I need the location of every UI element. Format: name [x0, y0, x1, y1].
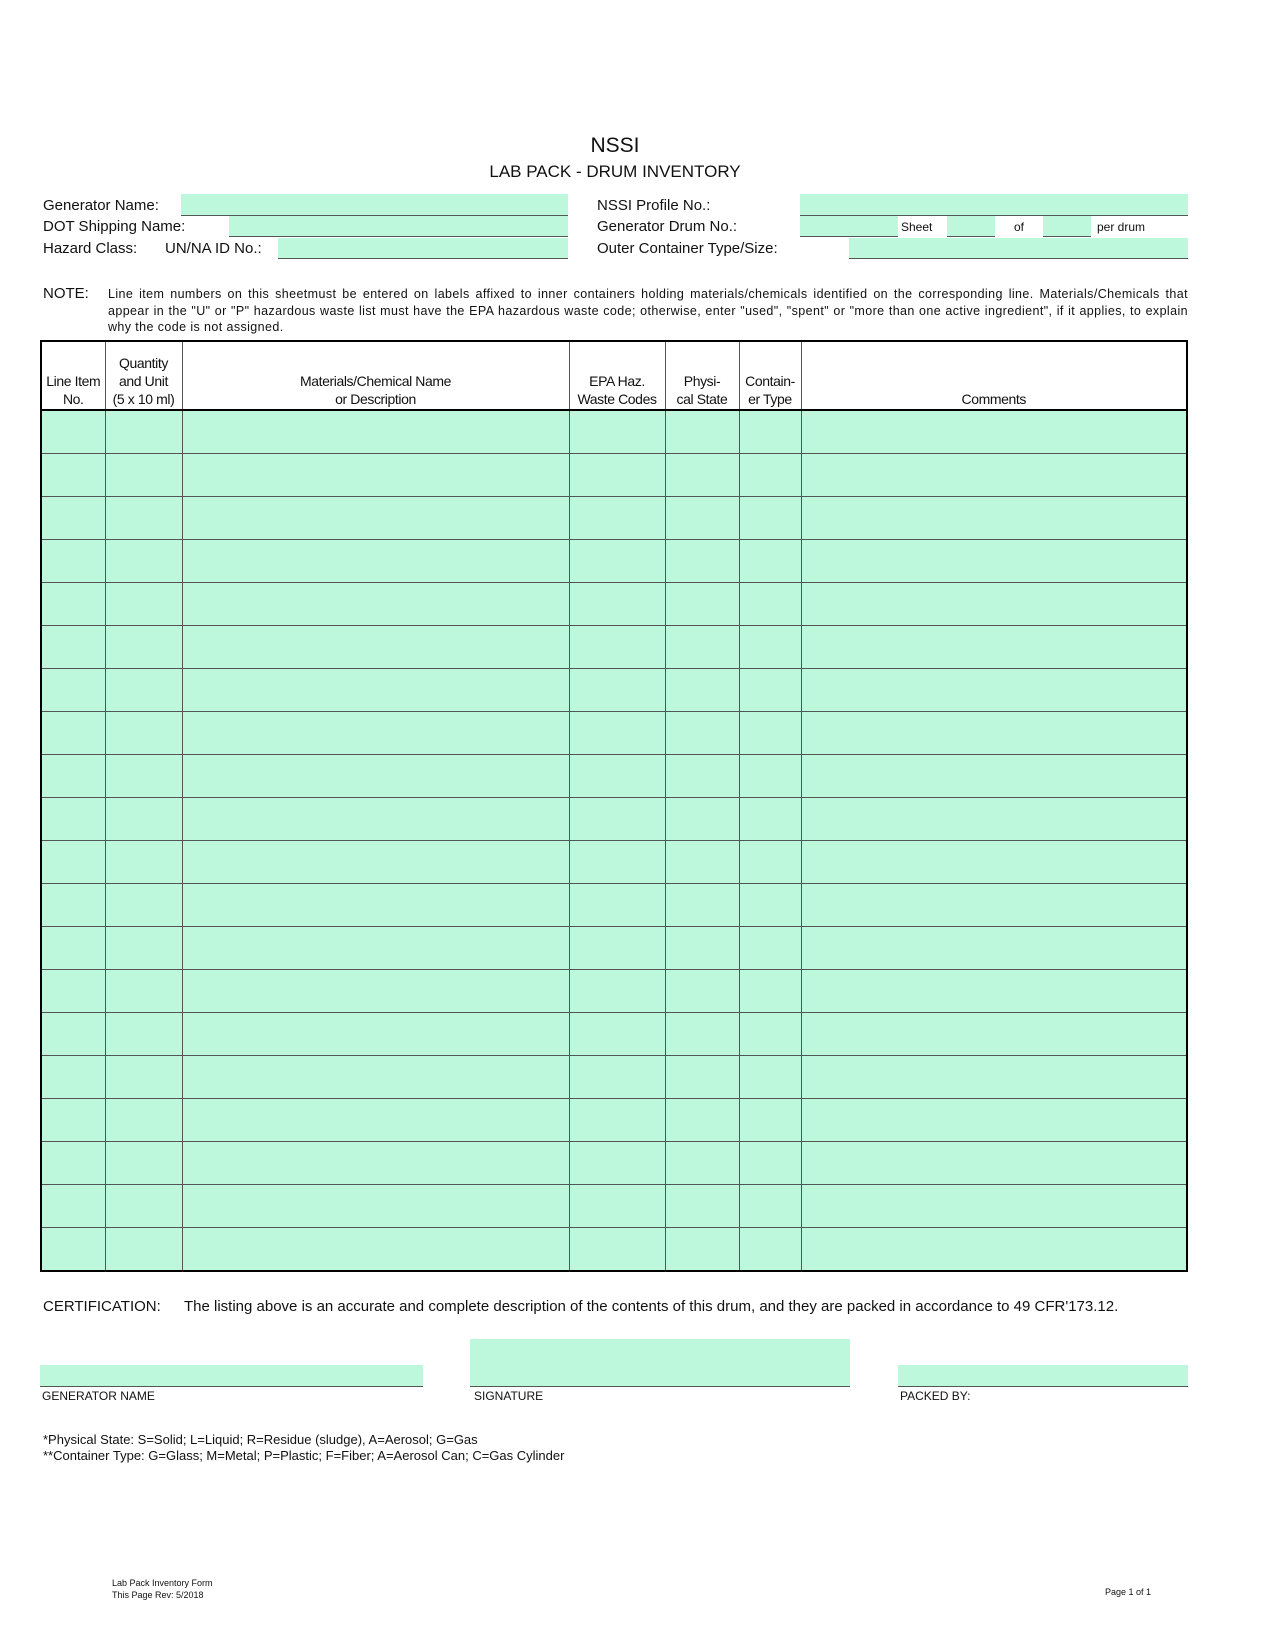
- cell-material-name[interactable]: [182, 583, 569, 626]
- column-header-line: (5 x 10 ml): [112, 391, 175, 407]
- generator-name-signature-field[interactable]: [40, 1365, 423, 1387]
- cell-container-type[interactable]: [739, 755, 801, 798]
- outer-container-field[interactable]: [849, 238, 1188, 259]
- cell-quantity[interactable]: [105, 884, 182, 927]
- table-row: [41, 927, 1187, 970]
- per-drum-label: per drum: [1097, 220, 1146, 234]
- generator-name-caption: GENERATOR NAME: [42, 1389, 155, 1403]
- table-row: [41, 841, 1187, 884]
- cell-quantity[interactable]: [105, 798, 182, 841]
- cell-epa-codes[interactable]: [569, 626, 665, 669]
- table-row: [41, 798, 1187, 841]
- footer-revision: This Page Rev: 5/2018: [112, 1590, 204, 1600]
- column-header-material-name: [182, 341, 569, 410]
- cell-epa-codes[interactable]: [569, 1099, 665, 1142]
- column-header-line: Contain-: [745, 373, 795, 389]
- cell-epa-codes[interactable]: [569, 1228, 665, 1272]
- cell-line-item[interactable]: [41, 454, 105, 497]
- cell-container-type[interactable]: [739, 626, 801, 669]
- column-header-line: Physi-: [683, 373, 721, 389]
- outer-container-label: Outer Container Type/Size:: [597, 240, 778, 257]
- cell-material-name[interactable]: [182, 1056, 569, 1099]
- table-row: [41, 1056, 1187, 1099]
- cell-quantity[interactable]: [105, 497, 182, 540]
- cell-line-item[interactable]: [41, 583, 105, 626]
- cell-line-item[interactable]: [41, 970, 105, 1013]
- cell-line-item[interactable]: [41, 1228, 105, 1272]
- dot-shipping-name-label: DOT Shipping Name:: [43, 218, 186, 235]
- cell-line-item[interactable]: [41, 626, 105, 669]
- cell-material-name[interactable]: [182, 669, 569, 712]
- cell-physical-state[interactable]: [665, 410, 739, 454]
- nssi-profile-field[interactable]: [800, 194, 1188, 216]
- cell-line-item[interactable]: [41, 712, 105, 755]
- cell-physical-state[interactable]: [665, 540, 739, 583]
- cell-material-name[interactable]: [182, 970, 569, 1013]
- footnote-container-type: **Container Type: G=Glass; M=Metal; P=Plastic; F=Fiber; A=Aerosol Can; C=Gas Cylinder: [43, 1448, 565, 1463]
- cell-line-item[interactable]: [41, 755, 105, 798]
- cell-container-type[interactable]: [739, 497, 801, 540]
- cell-epa-codes[interactable]: [569, 884, 665, 927]
- cell-epa-codes[interactable]: [569, 454, 665, 497]
- cell-line-item[interactable]: [41, 540, 105, 583]
- cell-container-type[interactable]: [739, 1228, 801, 1272]
- column-header-line: Comments: [961, 391, 1026, 407]
- column-header-line: er Type: [748, 391, 792, 407]
- cell-container-type[interactable]: [739, 583, 801, 626]
- cell-physical-state[interactable]: [665, 841, 739, 884]
- cell-quantity[interactable]: [105, 626, 182, 669]
- table-row: [41, 410, 1187, 454]
- cell-material-name[interactable]: [182, 410, 569, 454]
- cell-comments[interactable]: [801, 884, 1187, 927]
- cell-physical-state[interactable]: [665, 1142, 739, 1185]
- cell-material-name[interactable]: [182, 1142, 569, 1185]
- cell-physical-state[interactable]: [665, 970, 739, 1013]
- cell-physical-state[interactable]: [665, 712, 739, 755]
- cell-physical-state[interactable]: [665, 454, 739, 497]
- cell-quantity[interactable]: [105, 1056, 182, 1099]
- generator-drum-field[interactable]: [800, 216, 898, 237]
- cell-quantity[interactable]: [105, 970, 182, 1013]
- cell-epa-codes[interactable]: [569, 712, 665, 755]
- cell-container-type[interactable]: [739, 410, 801, 454]
- packed-by-caption: PACKED BY:: [900, 1389, 971, 1403]
- column-header-comments: [801, 341, 1187, 410]
- column-header-line: and Unit: [119, 373, 168, 389]
- column-header-line: Quantity: [119, 355, 168, 371]
- cell-epa-codes[interactable]: [569, 669, 665, 712]
- cell-material-name[interactable]: [182, 1228, 569, 1272]
- column-header-line: No.: [62, 391, 84, 407]
- cell-physical-state[interactable]: [665, 1099, 739, 1142]
- cell-physical-state[interactable]: [665, 583, 739, 626]
- footer-page-number: Page 1 of 1: [1105, 1587, 1152, 1597]
- column-header-physical-state: [665, 341, 739, 410]
- cell-quantity[interactable]: [105, 712, 182, 755]
- cell-epa-codes[interactable]: [569, 927, 665, 970]
- cell-line-item[interactable]: [41, 669, 105, 712]
- cell-physical-state[interactable]: [665, 626, 739, 669]
- column-header-container-type: [739, 341, 801, 410]
- cell-material-name[interactable]: [182, 1013, 569, 1056]
- cell-epa-codes[interactable]: [569, 1013, 665, 1056]
- cell-material-name[interactable]: [182, 1099, 569, 1142]
- cell-epa-codes[interactable]: [569, 1142, 665, 1185]
- table-row: [41, 540, 1187, 583]
- cell-quantity[interactable]: [105, 1013, 182, 1056]
- cell-physical-state[interactable]: [665, 798, 739, 841]
- cell-comments[interactable]: [801, 927, 1187, 970]
- cell-physical-state[interactable]: [665, 1185, 739, 1228]
- column-header-line: cal State: [676, 391, 728, 407]
- cell-container-type[interactable]: [739, 970, 801, 1013]
- cell-comments[interactable]: [801, 1099, 1187, 1142]
- cell-physical-state[interactable]: [665, 755, 739, 798]
- cell-line-item[interactable]: [41, 1142, 105, 1185]
- cell-epa-codes[interactable]: [569, 841, 665, 884]
- cell-quantity[interactable]: [105, 540, 182, 583]
- cell-container-type[interactable]: [739, 1056, 801, 1099]
- of-label: of: [1014, 220, 1025, 234]
- table-row: [41, 970, 1187, 1013]
- table-row: [41, 626, 1187, 669]
- cell-comments[interactable]: [801, 841, 1187, 884]
- table-row: [41, 1142, 1187, 1185]
- cell-comments[interactable]: [801, 497, 1187, 540]
- inventory-table: [40, 340, 1188, 1272]
- cell-comments[interactable]: [801, 626, 1187, 669]
- table-row: [41, 1185, 1187, 1228]
- cell-comments[interactable]: [801, 1013, 1187, 1056]
- cell-epa-codes[interactable]: [569, 970, 665, 1013]
- cell-quantity[interactable]: [105, 454, 182, 497]
- note-text: Line item numbers on this sheetmust be entered on labels affixed to inner containers holding materials/chemicals identified on the corresponding line. Materials/Chemicals that appear in the "U" or "P" hazardous waste list must have the EPA hazardous waste code; otherwise, enter "used", "spent" or "more than one active ingredient", if it applies, to explain why the code is not assigned.: [108, 287, 1188, 334]
- cell-comments[interactable]: [801, 755, 1187, 798]
- cell-physical-state[interactable]: [665, 497, 739, 540]
- cell-epa-codes[interactable]: [569, 755, 665, 798]
- table-row: [41, 1013, 1187, 1056]
- table-row: [41, 1099, 1187, 1142]
- cell-comments[interactable]: [801, 798, 1187, 841]
- un-na-id-field[interactable]: [278, 238, 568, 259]
- cell-material-name[interactable]: [182, 755, 569, 798]
- cell-container-type[interactable]: [739, 1099, 801, 1142]
- cell-material-name[interactable]: [182, 927, 569, 970]
- cell-line-item[interactable]: [41, 410, 105, 454]
- cell-line-item[interactable]: [41, 1056, 105, 1099]
- cell-quantity[interactable]: [105, 669, 182, 712]
- column-header-line: or Description: [335, 391, 416, 407]
- cell-material-name[interactable]: [182, 798, 569, 841]
- cell-container-type[interactable]: [739, 1142, 801, 1185]
- cell-line-item[interactable]: [41, 884, 105, 927]
- cell-container-type[interactable]: [739, 669, 801, 712]
- cell-line-item[interactable]: [41, 841, 105, 884]
- cell-material-name[interactable]: [182, 454, 569, 497]
- cell-material-name[interactable]: [182, 841, 569, 884]
- dot-shipping-name-field[interactable]: [229, 216, 568, 237]
- cell-comments[interactable]: [801, 712, 1187, 755]
- cell-comments[interactable]: [801, 669, 1187, 712]
- cell-comments[interactable]: [801, 1056, 1187, 1099]
- column-header-epa-codes: [569, 341, 665, 410]
- table-row: [41, 669, 1187, 712]
- footer-form-name: Lab Pack Inventory Form: [112, 1578, 213, 1588]
- cell-comments[interactable]: [801, 454, 1187, 497]
- cell-line-item[interactable]: [41, 927, 105, 970]
- cell-epa-codes[interactable]: [569, 540, 665, 583]
- cell-epa-codes[interactable]: [569, 798, 665, 841]
- signature-caption: SIGNATURE: [474, 1389, 544, 1403]
- hazard-class-label: Hazard Class:: [43, 240, 138, 257]
- org-title: NSSI: [590, 134, 640, 157]
- cell-material-name[interactable]: [182, 497, 569, 540]
- cell-material-name[interactable]: [182, 1185, 569, 1228]
- cell-quantity[interactable]: [105, 410, 182, 454]
- cell-comments[interactable]: [801, 970, 1187, 1013]
- cell-quantity[interactable]: [105, 1142, 182, 1185]
- table-row: [41, 712, 1187, 755]
- cell-container-type[interactable]: [739, 454, 801, 497]
- cell-epa-codes[interactable]: [569, 583, 665, 626]
- table-row: [41, 497, 1187, 540]
- column-header-line: Waste Codes: [577, 391, 657, 407]
- cell-container-type[interactable]: [739, 884, 801, 927]
- cell-line-item[interactable]: [41, 497, 105, 540]
- cell-comments[interactable]: [801, 540, 1187, 583]
- cell-quantity[interactable]: [105, 1185, 182, 1228]
- cell-physical-state[interactable]: [665, 1228, 739, 1272]
- packed-by-field[interactable]: [898, 1365, 1188, 1387]
- table-row: [41, 884, 1187, 927]
- footnote-physical-state: *Physical State: S=Solid; L=Liquid; R=Residue (sludge), A=Aerosol; G=Gas: [43, 1432, 478, 1447]
- cell-physical-state[interactable]: [665, 1013, 739, 1056]
- cell-physical-state[interactable]: [665, 669, 739, 712]
- cell-physical-state[interactable]: [665, 927, 739, 970]
- cell-material-name[interactable]: [182, 884, 569, 927]
- column-header-line: EPA Haz.: [589, 373, 645, 389]
- form-title: LAB PACK - DRUM INVENTORY: [489, 162, 741, 181]
- generator-name-label: Generator Name:: [43, 197, 159, 214]
- cell-physical-state[interactable]: [665, 884, 739, 927]
- cell-line-item[interactable]: [41, 1099, 105, 1142]
- cell-container-type[interactable]: [739, 540, 801, 583]
- table-row: [41, 454, 1187, 497]
- cell-material-name[interactable]: [182, 712, 569, 755]
- cell-quantity[interactable]: [105, 1099, 182, 1142]
- cell-material-name[interactable]: [182, 540, 569, 583]
- cell-container-type[interactable]: [739, 712, 801, 755]
- cell-line-item[interactable]: [41, 1013, 105, 1056]
- cell-quantity[interactable]: [105, 841, 182, 884]
- signature-field[interactable]: [470, 1339, 850, 1387]
- column-header-line: Line Item: [46, 373, 101, 389]
- generator-name-field[interactable]: [181, 194, 568, 216]
- column-header-line-item: [41, 341, 105, 410]
- un-na-id-label: UN/NA ID No.:: [165, 240, 262, 257]
- cell-comments[interactable]: [801, 1142, 1187, 1185]
- sheet-label: Sheet: [901, 220, 933, 234]
- cell-epa-codes[interactable]: [569, 410, 665, 454]
- cell-comments[interactable]: [801, 1185, 1187, 1228]
- certification-text: The listing above is an accurate and complete description of the contents of this drum, and they are packed in accordance to 49 CFR'173.12.: [184, 1298, 1119, 1315]
- sheet-number-field[interactable]: [947, 216, 995, 237]
- sheet-total-field[interactable]: [1043, 216, 1091, 237]
- cell-quantity[interactable]: [105, 1228, 182, 1272]
- cell-container-type[interactable]: [739, 798, 801, 841]
- note-label: NOTE:: [43, 285, 89, 302]
- cell-container-type[interactable]: [739, 841, 801, 884]
- cell-line-item[interactable]: [41, 1185, 105, 1228]
- cell-epa-codes[interactable]: [569, 1185, 665, 1228]
- cell-epa-codes[interactable]: [569, 497, 665, 540]
- table-row: [41, 583, 1187, 626]
- generator-drum-label: Generator Drum No.:: [597, 218, 738, 235]
- cell-epa-codes[interactable]: [569, 1056, 665, 1099]
- cell-quantity[interactable]: [105, 927, 182, 970]
- cell-comments[interactable]: [801, 410, 1187, 454]
- cell-line-item[interactable]: [41, 798, 105, 841]
- cell-quantity[interactable]: [105, 583, 182, 626]
- cell-container-type[interactable]: [739, 1013, 801, 1056]
- cell-container-type[interactable]: [739, 1185, 801, 1228]
- column-header-quantity: [105, 341, 182, 410]
- nssi-profile-label: NSSI Profile No.:: [597, 197, 711, 214]
- certification-label: CERTIFICATION:: [43, 1298, 161, 1315]
- cell-material-name[interactable]: [182, 626, 569, 669]
- cell-quantity[interactable]: [105, 755, 182, 798]
- cell-container-type[interactable]: [739, 927, 801, 970]
- cell-comments[interactable]: [801, 1228, 1187, 1272]
- cell-physical-state[interactable]: [665, 1056, 739, 1099]
- table-row: [41, 755, 1187, 798]
- cell-comments[interactable]: [801, 583, 1187, 626]
- table-row: [41, 1228, 1187, 1272]
- column-header-line: Materials/Chemical Name: [299, 373, 452, 389]
